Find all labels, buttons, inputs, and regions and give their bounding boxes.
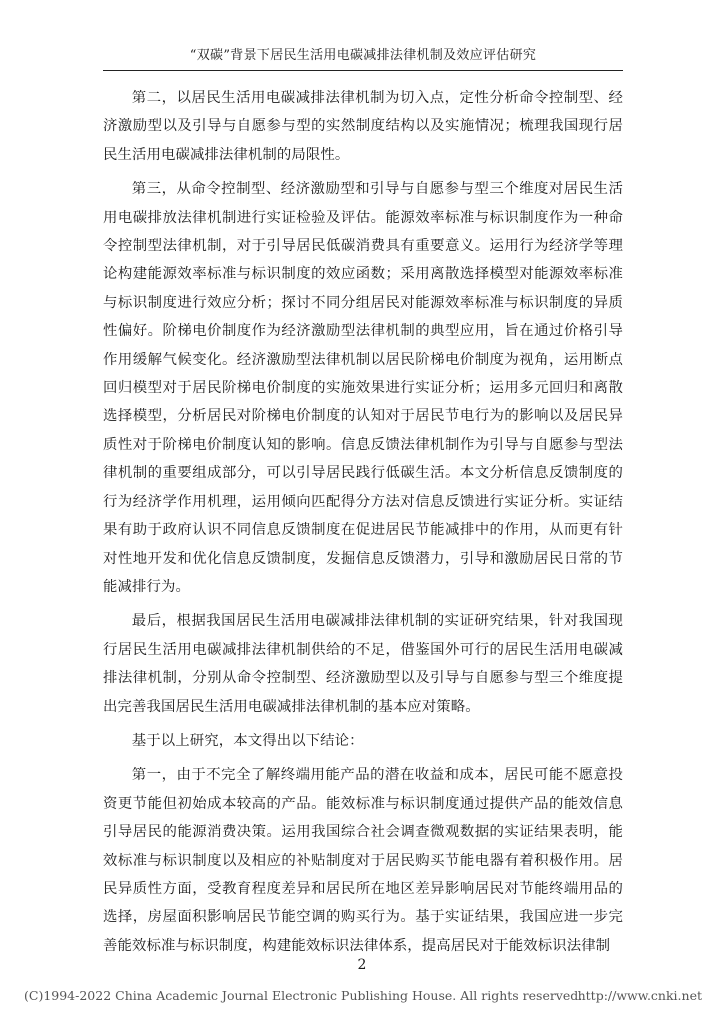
page-number: 2 — [357, 957, 367, 973]
paragraph-conclusion-intro: 基于以上研究，本文得出以下结论： — [131, 732, 364, 749]
header-divider — [103, 70, 623, 71]
footer-url-link[interactable]: http://www.cnki.net — [577, 988, 702, 1003]
footer-copyright: (C)1994-2022 China Academic Journal Electronic Publishing House. All rights reserved. — [24, 988, 583, 1003]
body-text — [103, 84, 623, 966]
paragraph-second-point: 第二，以居民生活用电碳减排法律机制为切入点，定性分析命令控制型、经济激励型以及引导与自愿参与型的实然制度结构以及实施情况；梳理我国现行居民生活用电碳减排法律机制的局限性。 — [103, 90, 623, 163]
paragraph-finally: 最后，根据我国居民生活用电碳减排法律机制的实证研究结果，针对我国现行居民生活用电碳减排法律机制供给的不足，借鉴国外可行的居民生活用电碳减排法律机制，分别从命令控制型、经济激励型以及引导与自愿参与型三个维度提出完善我国居民生活用电碳减排法律机制的基本应对策略。 — [103, 613, 623, 715]
running-header-title: “双碳”背景下居民生活用电碳减排法律机制及效应评估研究 — [189, 48, 537, 63]
paragraph-third-point: 第三，从命令控制型、经济激励型和引导与自愿参与型三个维度对居民生活用电碳排放法律机制进行实证检验及评估。能源效率标准与标识制度作为一种命令控制型法律机制，对于引导居民低碳消费具有重要意义。运用行为经济学等理论构建能源效率标准与标识制度的效应函数；采用离散选择模型对能源效率标准与标识制度进行效应分析；探讨不同分组居民对能源效率标准与标识制度的异质性偏好。阶梯电价制度作为经济激励型法律机制的典型应用，旨在通过价格引导作用缓解气候变化。经济激励型法律机制以居民阶梯电价制度为视角，运用断点回归模型对于居民阶梯电价制度的实施效果进行实证分析；运用多元回归和离散选择模型，分析居民对阶梯电价制度的认知对于居民节电行为的影响以及居民异质性对于阶梯电价制度认知的影响。信息反馈法律机制作为引导与自愿参与型法律机制的重要组成部分，可以引导居民践行低碳生活。本文分析信息反馈制度的行为经济学作用机理，运用倾向匹配得分方法对信息反馈进行实证分析。实证结果有助于政府认识不同信息反馈制度在促进居民节能减排中的作用，从而更有针对性地开发和优化信息反馈制度，发掘信息反馈潜力，引导和激励居民日常的节能减排行为。 — [103, 181, 623, 595]
paragraph-first-conclusion: 第一，由于不完全了解终端用能产品的潜在收益和成本，居民可能不愿意投资更节能但初始成本较高的产品。能效标准与标识制度通过提供产品的能效信息引导居民的能源消费决策。运用我国综合社会调查微观数据的实证结果表明，能效标准与标识制度以及相应的补贴制度对于居民购买节能电器有着积极作用。居民异质性方面，受教育程度差异和居民所在地区差异影响居民对节能终端用品的选择，房屋面积影响居民节能空调的购买行为。基于实证结果，我国应进一步完善能效标准与标识制度，构建能效标识法律体系，提高居民对于能效标识法律制 — [103, 767, 623, 954]
